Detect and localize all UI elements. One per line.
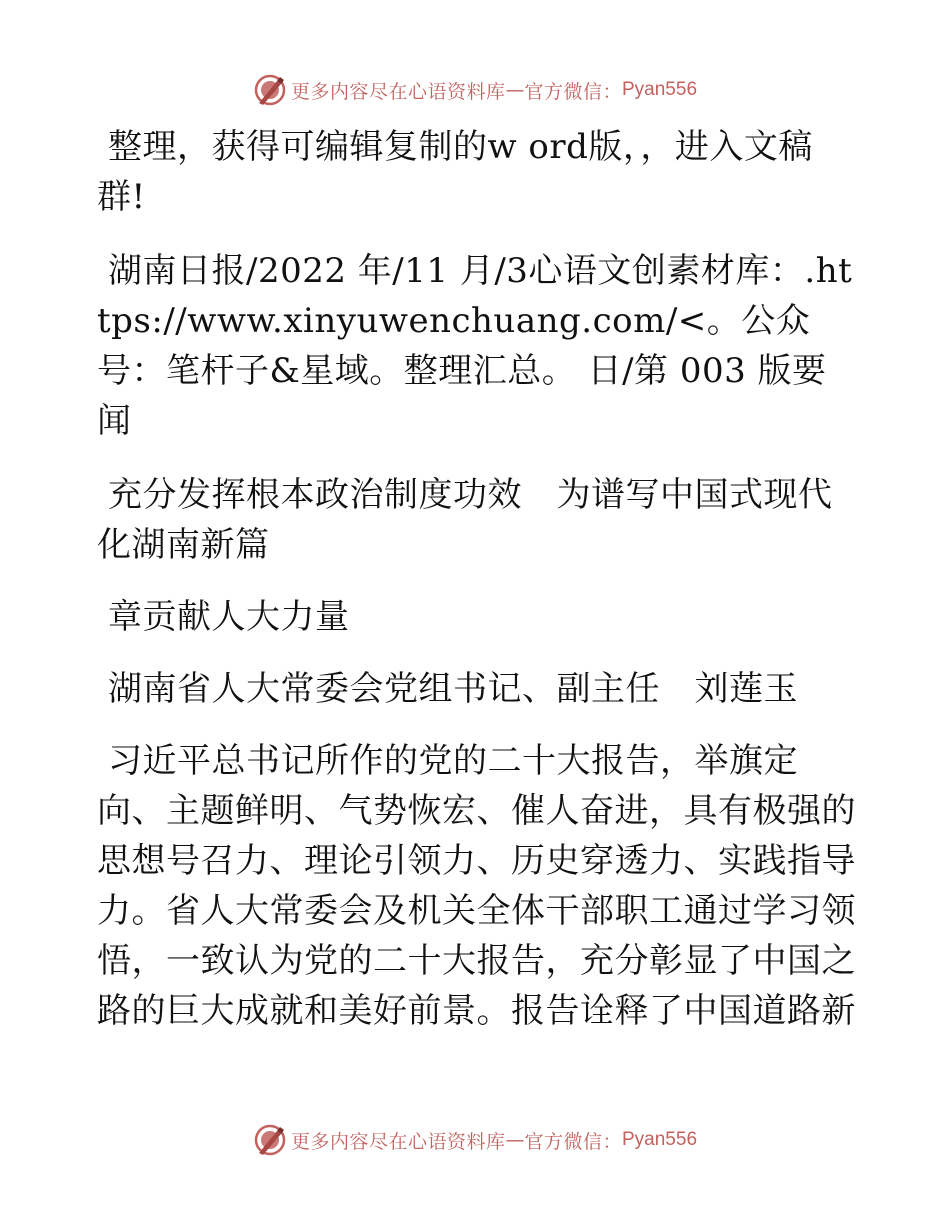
footer-banner xyxy=(0,1120,950,1160)
article-title-line-2: 章贡献人大力量 xyxy=(108,597,350,637)
brush-pen-logo-icon xyxy=(253,1123,287,1157)
paragraph-body: 习近平总书记所作的党的二十大报告，举旗定向、主题鲜明、气势恢宏、催人奋进，具有极强的思想号召力、理论引领力、历史穿透力、实践指导力。省人大常委会及机关全体干部职工通过学习领悟，一致认为党的二十大报告，充分彰显了中国之路的巨大成就和美好前景。报告诠释了中国道路新 xyxy=(97,741,856,1031)
banner-wechat-label: 官方微信： xyxy=(524,80,622,103)
footer-banner-wechat-label: 官方微信： xyxy=(524,1130,622,1153)
banner-wechat-id: Pyan556 xyxy=(622,79,698,100)
article-title-line-1: 充分发挥根本政治制度功效 为谱写中国式现代化湖南新篇 xyxy=(97,475,833,565)
header-banner xyxy=(0,70,950,110)
footer-banner-separator: — xyxy=(505,1129,525,1151)
paragraph-intro: 整理，获得可编辑复制的w ord版，，进入文稿群! xyxy=(97,127,813,217)
banner-title: 更多内容尽在心语资料库 xyxy=(290,80,506,103)
brush-pen-logo-icon xyxy=(253,73,287,107)
article-author: 湖南省人大常委会党组书记、副主任 刘莲玉 xyxy=(108,669,798,709)
banner-separator: — xyxy=(505,79,525,101)
footer-banner-wechat-id: Pyan556 xyxy=(622,1129,698,1150)
footer-banner-title: 更多内容尽在心语资料库 xyxy=(290,1130,506,1153)
document-body xyxy=(97,122,857,1060)
paragraph-source: 湖南日报/2022 年/11 月/3心语文创素材库：.https://www.xinyuwenchuang.com/<。公众号：笔杆子&星域。整理汇总。 日/第 003 版要闻 xyxy=(97,251,853,441)
